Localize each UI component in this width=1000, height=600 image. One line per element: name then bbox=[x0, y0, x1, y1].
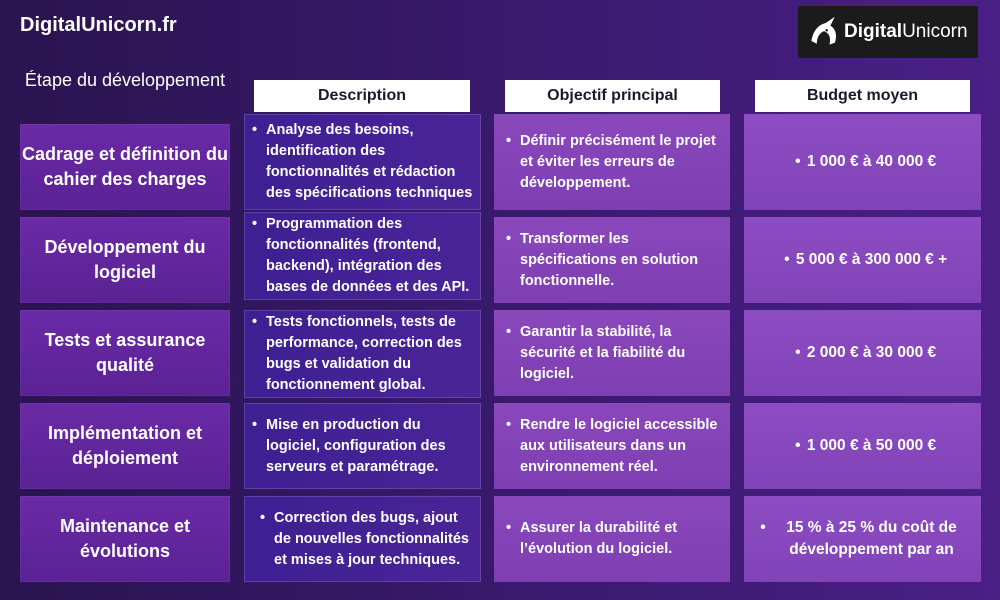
bullet-icon: • bbox=[506, 230, 512, 247]
bullet-icon: • bbox=[260, 509, 266, 526]
table-row-description: • Programmation des fonctionnalités (frontend, backend), intégration des bases de données et des API. bbox=[244, 212, 481, 300]
table-row-stage: Cadrage et définition du cahier des charges bbox=[20, 124, 230, 210]
table-row-objective: • Transformer les spécifications en solution fonctionnelle. bbox=[494, 217, 730, 303]
unicorn-head-icon bbox=[806, 14, 842, 50]
table-row-description: • Correction des bugs, ajout de nouvelles fonctionnalités et mises à jour techniques. bbox=[244, 496, 481, 582]
bullet-icon: • bbox=[506, 416, 512, 433]
bullet-icon: • bbox=[506, 520, 512, 536]
table-row-objective: • Assurer la durabilité et l’évolution du logiciel. bbox=[494, 496, 730, 582]
table-row-budget: • 2 000 € à 30 000 € bbox=[744, 310, 981, 396]
table-row-description: • Analyse des besoins, identification des fonctionnalités et rédaction des spécifications techniques bbox=[244, 114, 481, 210]
bullet-icon: • bbox=[252, 216, 258, 232]
bullet-icon: • bbox=[795, 153, 801, 170]
description-column-header: Description bbox=[254, 80, 470, 112]
bullet-icon: • bbox=[760, 519, 766, 536]
site-title: DigitalUnicorn.fr bbox=[20, 14, 177, 36]
table-row-stage: Développement du logiciel bbox=[20, 217, 230, 303]
table-row-stage: Maintenance et évolutions bbox=[20, 496, 230, 582]
budget-column-header: Budget moyen bbox=[755, 80, 970, 112]
bullet-icon: • bbox=[252, 122, 258, 138]
objective-column-header: Objectif principal bbox=[505, 80, 720, 112]
bullet-icon: • bbox=[784, 251, 790, 268]
table-row-budget: • 1 000 € à 40 000 € bbox=[744, 114, 981, 210]
table-row-budget: • 5 000 € à 300 000 € + bbox=[744, 217, 981, 303]
table-row-objective: • Rendre le logiciel accessible aux utilisateurs dans un environnement réel. bbox=[494, 403, 730, 489]
brand-logo[interactable] bbox=[798, 6, 978, 58]
table-row-stage: Tests et assurance qualité bbox=[20, 310, 230, 396]
table-row-budget: • 15 % à 25 % du coût de développement par an bbox=[744, 496, 981, 582]
bullet-icon: • bbox=[795, 344, 801, 361]
table-row-objective: • Définir précisément le projet et éviter les erreurs de développement. bbox=[494, 114, 730, 210]
bullet-icon: • bbox=[252, 314, 258, 330]
bullet-icon: • bbox=[252, 416, 258, 433]
bullet-icon: • bbox=[795, 437, 801, 454]
stage-column-header: Étape du développement bbox=[24, 70, 226, 90]
table-row-objective: • Garantir la stabilité, la sécurité et la fiabilité du logiciel. bbox=[494, 310, 730, 396]
logo-wordmark: DigitalUnicorn bbox=[844, 21, 968, 42]
table-row-budget: • 1 000 € à 50 000 € bbox=[744, 403, 981, 489]
table-row-description: • Mise en production du logiciel, configuration des serveurs et paramétrage. bbox=[244, 403, 481, 489]
bullet-icon: • bbox=[506, 132, 512, 149]
table-row-stage: Implémentation et déploiement bbox=[20, 403, 230, 489]
bullet-icon: • bbox=[506, 323, 512, 340]
table-row-description: • Tests fonctionnels, tests de performance, correction des bugs et validation du fonctionnement global. bbox=[244, 310, 481, 398]
